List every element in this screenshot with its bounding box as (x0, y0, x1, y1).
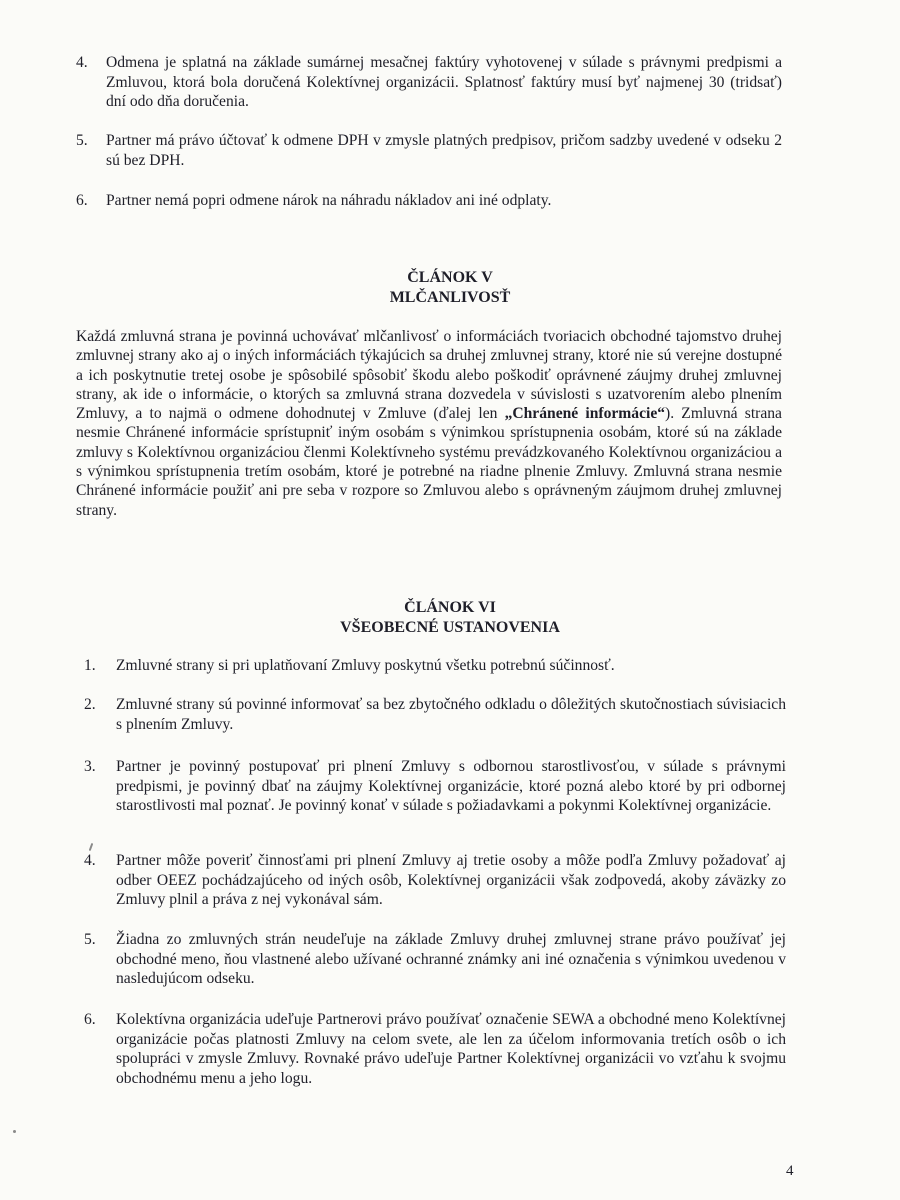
scan-speck (13, 1130, 16, 1133)
list-item (84, 757, 786, 816)
item-number: 1. (84, 657, 96, 674)
item-number: 6. (84, 1011, 96, 1028)
paragraph-text-end: ). Zmluvná strana nesmie Chránené informácie sprístupniť iným osobám s výnimkou sprístupnenia osobám, ktoré sú na základe zmluvy s Kolektívnou organizáciou členmi Kolektívneho systému prevádzkovaného Kolektívnou organizáciou a s výnimkou sprístupnenia tretím osobám, ktoré je potrebné na riadne plnenie Zmluvy. Zmluvná strana nesmie Chránené informácie použiť ani pre seba v rozpore so Zmluvou alebo s oprávneným záujmom druhej zmluvnej strany. (76, 405, 782, 519)
defined-term: „Chránené informácie“ (504, 405, 666, 423)
item-text: Žiadna zo zmluvných strán neudeľuje na základe Zmluvy druhej zmluvnej strane právo používať jej obchodné meno, ňou vlastnené alebo užívané ochranné známky ani iné označenia s výnimkou uvedenou v nasledujúcom odseku. (116, 931, 786, 987)
list-item (84, 1010, 786, 1088)
item-text: Odmena je splatná na základe sumárnej mesačnej faktúry vyhotovenej v súlade s právnymi predpismi a Zmluvou, ktorá bola doručená Kolektívnej organizácii. Splatnosť faktúry musí byť najmenej 30 (tridsať) dní odo dňa doručenia. (106, 54, 782, 110)
item-text: Kolektívna organizácia udeľuje Partnerovi právo používať označenie SEWA a obchodné meno Kolektívnej organizácie počas platnosti Zmluvy na celom svete, ale len za účelom informovania tretích osôb o ich spolupráci v zmysle Zmluvy. Rovnaké právo udeľuje Partner Kolektívnej organizácii vo vzťahu k svojmu obchodnému menu a jeho logu. (116, 1011, 786, 1087)
list-item (76, 53, 782, 112)
item-number: 2. (84, 696, 96, 713)
list-item (76, 131, 782, 170)
list-item (84, 695, 786, 734)
article-title: ČLÁNOK V (407, 269, 493, 286)
paragraph-text-start: Každá zmluvná strana je povinná uchovávať mlčanlivosť o informáciách tvoriacich obchodné tajomstvo druhej zmluvnej strany ako aj o iných informáciách týkajúcich sa druhej zmluvnej strany, ktoré nie sú verejne dostupné a ich poskytnutie tretej osobe je spôsobilé spôsobiť škodu alebo poškodiť oprávnené záujmy druhej zmluvnej strany, ak ide o informácie, o ktorých sa zmluvná strana dozvedela v súvislosti s uzatvorením alebo plnením Zmluvy, a to najmä o odmene dohodnutej v Zmluve (ďalej len (76, 328, 782, 423)
item-number: 3. (84, 758, 96, 775)
item-number: 5. (76, 132, 88, 149)
list-item (84, 930, 786, 989)
list-item (76, 191, 782, 211)
page-number: 4 (786, 1163, 794, 1179)
article-subtitle: VŠEOBECNÉ USTANOVENIA (340, 619, 560, 636)
item-number: 4. (76, 54, 88, 71)
item-text: Partner môže poveriť činnosťami pri plnení Zmluvy aj tretie osoby a môže podľa Zmluvy požadovať aj odber OEEZ pochádzajúceho od iných osôb, Kolektívnej organizácii však zodpovedá, akoby záväzky zo Zmluvy plnil a práva z nej vykonával sám. (116, 852, 786, 908)
confidentiality-paragraph (76, 327, 782, 520)
article-title: ČLÁNOK VI (404, 599, 496, 616)
item-text: Partner má právo účtovať k odmene DPH v zmysle platných predpisov, pričom sadzby uvedené v odseku 2 sú bez DPH. (106, 132, 782, 169)
item-text: Partner je povinný postupovať pri plnení Zmluvy s odbornou starostlivosťou, v súlade s právnymi predpismi, je povinný dbať na záujmy Kolektívnej organizácie, ktoré pozná alebo ktoré by pri odbornej starostlivosti mal poznať. Je povinný konať v súlade s požiadavkami a pokynmi Kolektívnej organizácie. (116, 758, 786, 814)
item-number: 4. (84, 852, 96, 869)
article-subtitle: MLČANLIVOSŤ (389, 289, 511, 306)
item-text: Zmluvné strany si pri uplatňovaní Zmluvy poskytnú všetku potrebnú súčinnosť. (116, 657, 615, 674)
item-number: 5. (84, 931, 96, 948)
item-text: Partner nemá popri odmene nárok na náhradu nákladov ani iné odplaty. (106, 192, 552, 209)
list-item (84, 656, 786, 676)
scan-speck (89, 843, 94, 851)
list-item (84, 851, 786, 910)
item-number: 6. (76, 192, 88, 209)
item-text: Zmluvné strany sú povinné informovať sa bez zbytočného odkladu o dôležitých skutočnostiach súvisiacich s plnením Zmluvy. (116, 696, 786, 733)
